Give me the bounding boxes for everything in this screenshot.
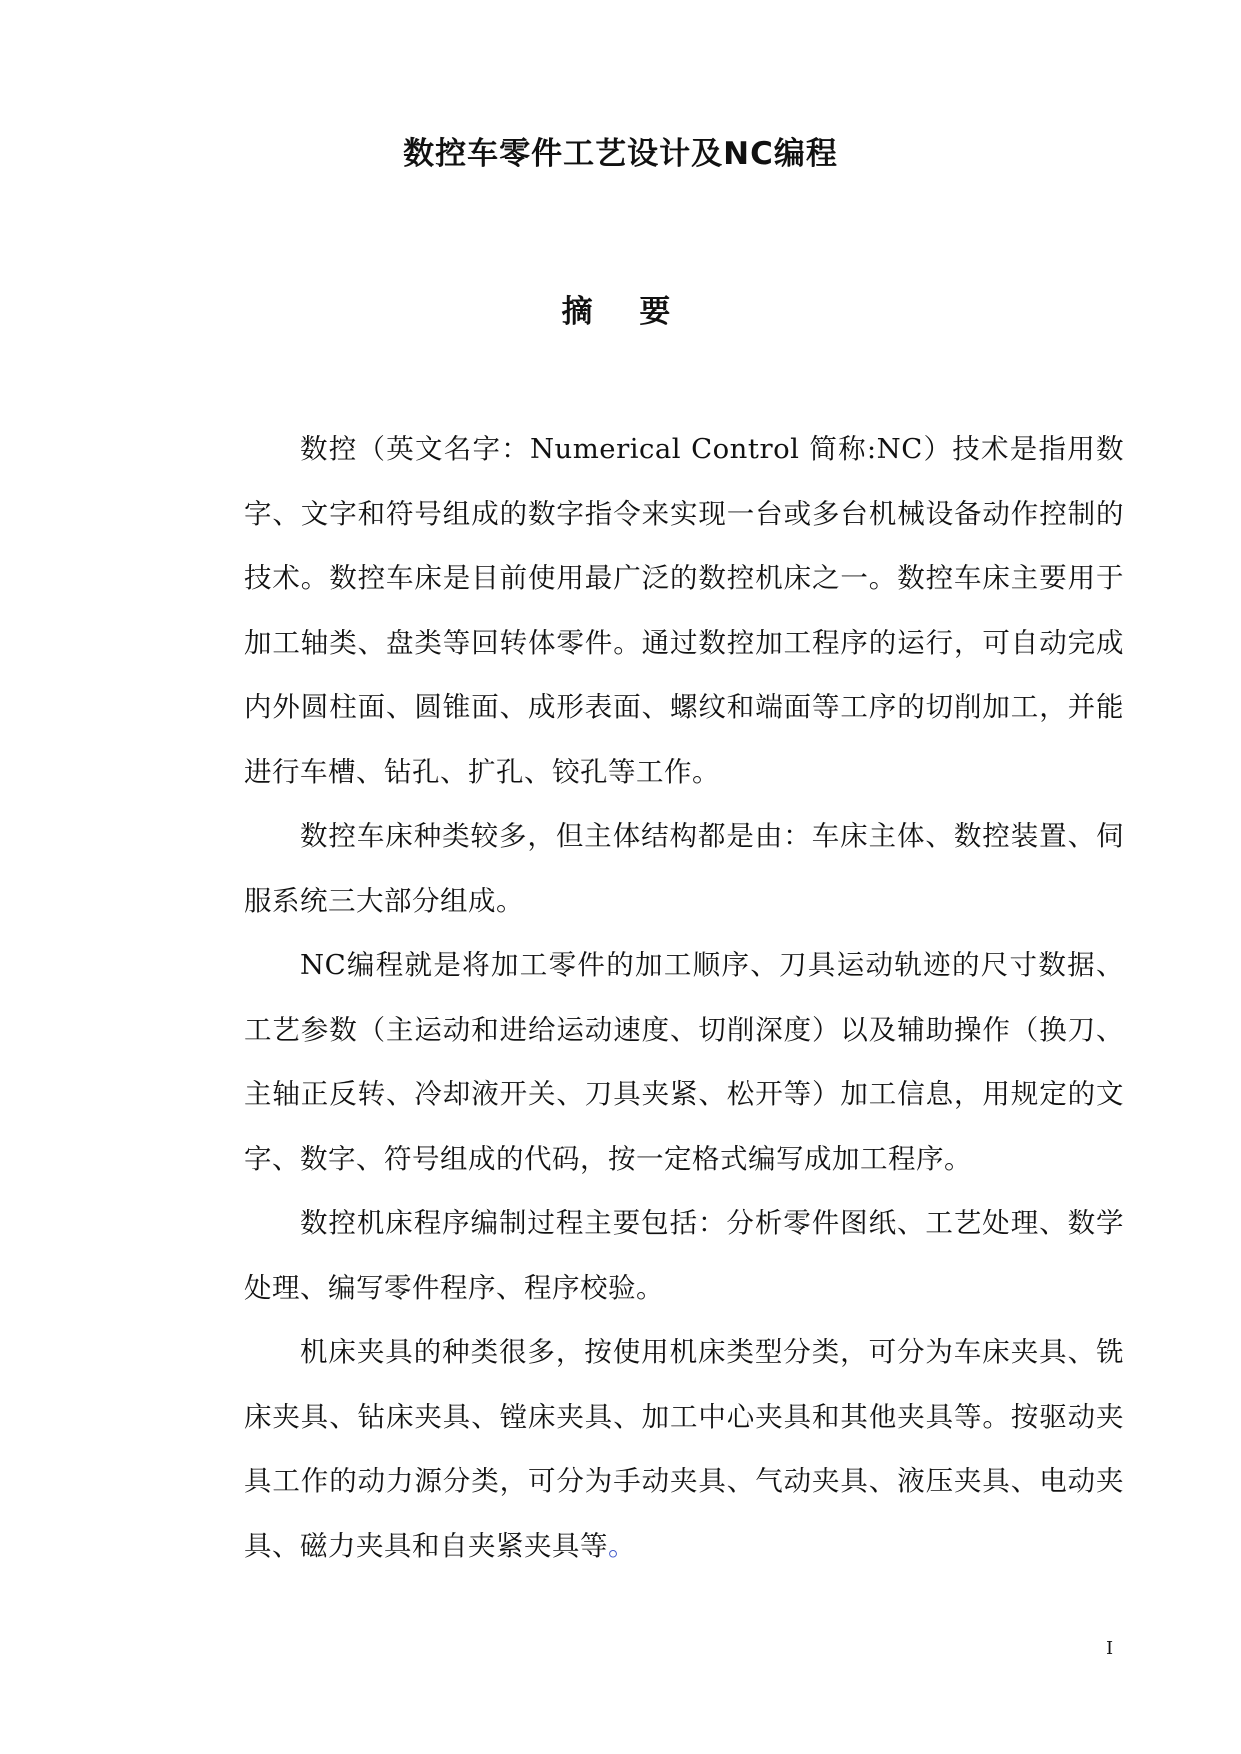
document-title: 数控车零件工艺设计及NC编程 — [403, 136, 838, 172]
abstract-paragraph: 数控车床种类较多，但主体结构都是由：车床主体、数控装置、伺服系统三大部分组成。 — [244, 820, 1124, 917]
abstract-paragraph: 数控机床程序编制过程主要包括：分析零件图纸、工艺处理、数学处理、编写零件程序、程序校验。 — [244, 1207, 1124, 1304]
abstract-body — [244, 417, 1124, 1578]
page-number: I — [1106, 1638, 1114, 1659]
abstract-heading: 摘 要 — [561, 294, 689, 330]
abstract-paragraph: NC编程就是将加工零件的加工顺序、刀具运动轨迹的尺寸数据、工艺参数（主运动和进给运动速度、切削深度）以及辅助操作（换刀、主轴正反转、冷却液开关、刀具夹紧、松开等）加工信息，用规定的文字、数字、符号组成的代码，按一定格式编写成加工程序。 — [244, 949, 1124, 1175]
abstract-paragraph-text: 机床夹具的种类很多，按使用机床类型分类，可分为车床夹具、铣床夹具、钻床夹具、镗床夹具、加工中心夹具和其他夹具等。按驱动夹具工作的动力源分类，可分为手动夹具、气动夹具、液压夹具、电动夹具、磁力夹具和自夹紧夹具等 — [244, 1336, 1124, 1562]
abstract-paragraph-last — [244, 1320, 1124, 1578]
final-period: 。 — [608, 1529, 636, 1562]
abstract-paragraph: 数控（英文名字：Numerical Control 简称:NC）技术是指用数字、文字和符号组成的数字指令来实现一台或多台机械设备动作控制的技术。数控车床是目前使用最广泛的数控机床之一。数控车床主要用于加工轴类、盘类等回转体零件。通过数控加工程序的运行，可自动完成内外圆柱面、圆锥面、成形表面、螺纹和端面等工序的切削加工，并能进行车槽、钻孔、扩孔、铰孔等工作。 — [244, 433, 1124, 788]
